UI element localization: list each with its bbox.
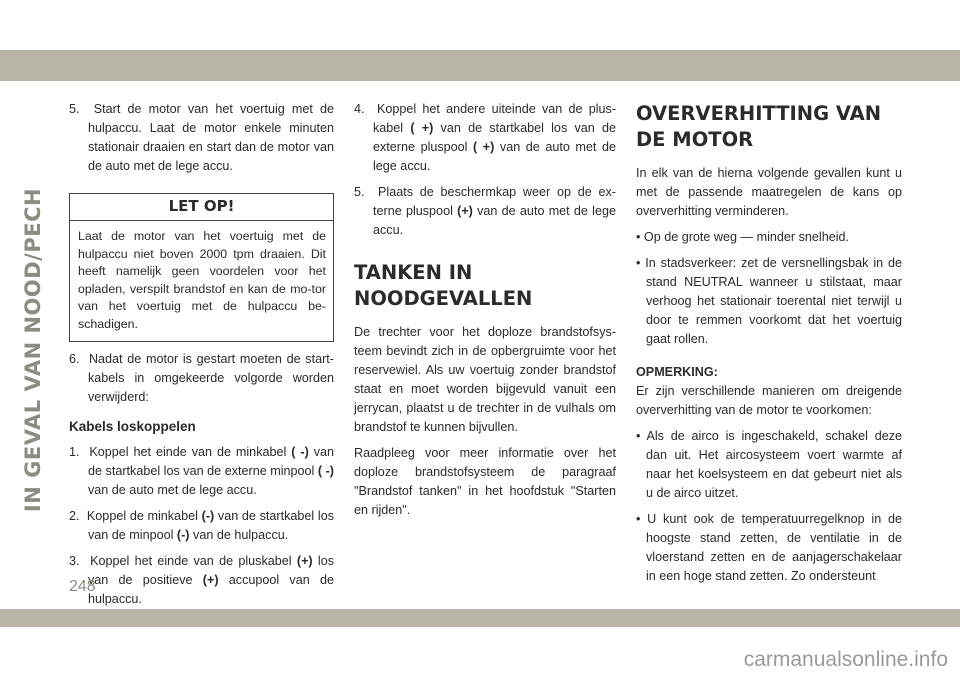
polarity-label: ( -) [291,445,309,459]
footer-bar [0,609,960,627]
step-text: accupool van de hulpaccu. [88,573,334,606]
header-bar [0,50,960,81]
step-number: 6. [69,352,80,366]
polarity-label: ( -) [317,464,335,478]
subheading-disconnect: Kabels loskoppelen [69,419,196,434]
polarity-label: (-) [201,509,215,523]
polarity-label: (-) [176,528,190,542]
step-text: Koppel het andere uiteinde van de plus-kabel [373,102,617,135]
warning-title: LET OP! [70,194,333,221]
step-text: Koppel het einde van de minkabel [89,445,287,459]
heading-emergency-fueling: TANKEN IN NOODGEVALLEN [354,261,533,310]
step-5-cap [354,183,616,240]
step-text: van de auto met de lege accu. [373,204,616,237]
column-left [69,100,334,616]
disconnect-step-3 [69,552,334,609]
step-text: Nadat de motor is gestart moeten de start-kabels in omgekeerde volgorde worden verwijderd: [88,352,334,404]
step-number: 2. [69,509,80,523]
step-number: 5. [354,185,365,199]
step-text: van de hulpaccu. [193,528,289,542]
step-text: Plaats de beschermkap weer op de ex-terne pluspool [373,185,616,218]
step-text: van de startkabel los van de externe minpool [88,445,335,478]
disconnect-step-1 [69,443,334,500]
note-label: OPMERKING: [636,365,718,379]
step-text: los van de positieve [88,554,335,587]
column-right [636,100,902,593]
polarity-label: (+) [296,554,313,568]
warning-text: Laat de motor van het voertuig met de hulpaccu niet boven 2000 tpm draaien. Dit heeft namelijk geen voordelen voor het opladen, verspilt brandstof en kan de mo-tor van het voertuig met de hulpaccu be-schadigen. [78,229,326,331]
step-text: van de startkabel los van de minpool [88,509,335,542]
section-title: IN GEVAL VAN NOOD/PECH [21,187,45,513]
bullet-temperature-knob: • U kunt ook de temperatuurregelknop in de hoogste stand zetten, de ventilatie in de vloerstand zetten en de aanjagerschakelaar in een hoge stand zetten. Zo ondersteunt [636,512,902,583]
step-number: 5. [69,102,80,116]
watermark: carmanualsonline.info [743,648,948,671]
polarity-label: (+) [457,204,473,218]
paragraph-reference: Raadpleeg voor meer informatie over het doploze brandstofsysteem de paragraaf "Brandstof tanken" in het hoofdstuk "Starten en rijden". [354,446,616,517]
step-text: Koppel de minkabel [86,509,198,523]
bullet-city-traffic: • In stadsverkeer: zet de versnellingsbak in de stand NEUTRAL wanneer u stilstaat, maar verhoog het stationair toerental niet terwijl u door te remmen voorkomt dat het voertuig gaat rollen. [636,256,902,346]
heading-engine-overheating: OVERVERHITTING VAN DE MOTOR [636,102,882,151]
polarity-label: ( +) [473,140,495,154]
top-margin [0,0,960,50]
step-text: van de startkabel los van de externe pluspool [373,121,616,154]
step-text: van de auto met de lege accu. [373,140,616,173]
step-5 [69,100,334,176]
polarity-label: (+) [202,573,219,587]
warning-box [69,193,334,342]
step-text: van de auto met de lege accu. [88,483,257,497]
paragraph-intro: In elk van de hierna volgende gevallen kunt u met de passende maatregelen de kans op oververhitting verminderen. [636,166,902,218]
step-text: Koppel het einde van de pluskabel [90,554,292,568]
page-number: 248 [69,578,96,595]
bullet-airco: • Als de airco is ingeschakeld, schakel deze dan uit. Het aircosysteem voert warmte af naar het koelsysteem en dat gebeurt niet als u de airco uitzet. [636,429,902,500]
bullet-highway: • Op de grote weg — minder snelheid. [636,230,850,244]
paragraph-funnel: De trechter voor het doploze brandstofsys-teem bevindt zich in de opbergruimte voor het reservewiel. Als uw voertuig zonder brandstof staat en moet worden bijgevuld vanuit een jerrycan, plaatst u de trechter in de vulhals om brandstof te kunnen bijvullen. [354,325,616,434]
step-4 [354,100,616,176]
polarity-label: ( +) [410,121,434,135]
step-6 [69,350,334,407]
column-middle [354,100,616,527]
note-text: Er zijn verschillende manieren om dreigende oververhitting van de motor te voorkomen: [636,384,902,417]
step-text: Start de motor van het voertuig met de hulpaccu. Laat de motor enkele minuten stationair draaien en start dan de motor van de auto met de lege accu. [88,102,335,173]
step-number: 4. [354,102,365,116]
step-number: 3. [69,554,80,568]
step-number: 1. [69,445,80,459]
disconnect-step-2 [69,507,334,545]
